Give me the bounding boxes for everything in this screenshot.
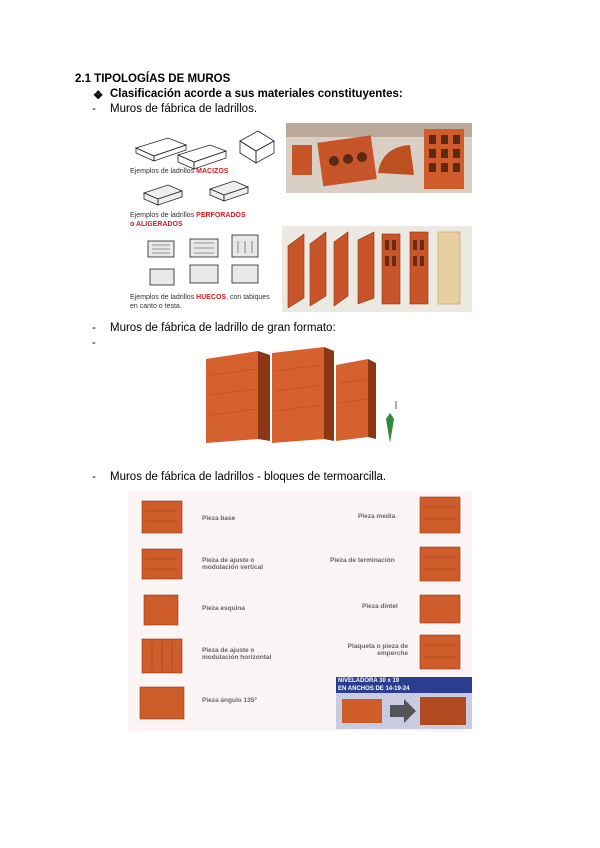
section-heading: 2.1 TIPOLOGÍAS DE MUROS xyxy=(75,73,231,85)
item-ladrillos: Muros de fábrica de ladrillos. xyxy=(110,103,258,115)
dash-marker: - xyxy=(92,103,96,115)
item-gran-formato: Muros de fábrica de ladrillo de gran formato: xyxy=(110,322,336,334)
caption-prefix: Ejemplos de ladrillos xyxy=(130,168,195,175)
label-pieza-dintel: Pieza dintel xyxy=(362,603,398,610)
label-pieza-terminacion: Pieza de terminación xyxy=(330,557,395,564)
dash-marker: - xyxy=(92,322,96,334)
caption-line2: en canto o testa. xyxy=(130,303,182,310)
hollow-brick-drawing xyxy=(282,226,472,312)
large-brick-drawing xyxy=(200,345,400,445)
caption-highlight: HUECOS xyxy=(196,294,227,301)
caption-prefix: Ejemplos de ladrillos xyxy=(130,212,195,219)
label-pieza-media: Pieza media xyxy=(358,513,396,520)
bullet-icon: ❖ xyxy=(93,90,104,102)
label-pieza-angulo: Pieza ángulo 135º xyxy=(202,697,257,704)
brick-types-diagram xyxy=(128,123,284,313)
item-termoarcilla: Muros de fábrica de ladrillos - bloques de termoarcilla. xyxy=(110,471,387,483)
label-pieza-base: Pieza base xyxy=(202,515,236,522)
subheading: Clasificación acorde a sus materiales constituyentes: xyxy=(110,88,403,100)
caption-suffix: , con tabiques xyxy=(226,294,270,301)
caption-macizos xyxy=(130,167,228,176)
brick-photo-drawing xyxy=(286,123,472,193)
banner-line-1: NIVELADORA 30 x 19 xyxy=(338,678,400,684)
label-ajuste-vertical: Pieza de ajuste o modulación vertical xyxy=(202,557,264,571)
caption-perforados xyxy=(130,211,246,229)
termoarcilla-drawing xyxy=(128,491,472,731)
caption-huecos xyxy=(130,293,270,311)
dash-marker: - xyxy=(92,337,96,349)
termoarcilla-blocks-figure xyxy=(128,491,472,731)
caption-highlight: MACIZOS xyxy=(196,168,229,175)
hollow-bricks-photo xyxy=(282,226,472,312)
dash-marker: - xyxy=(92,471,96,483)
label-plaqueta: Plaqueta o pieza de emperche xyxy=(347,643,408,657)
label-ajuste-horizontal: Pieza de ajuste o modulación horizontal xyxy=(202,647,272,661)
caption-highlight: o ALIGERADOS xyxy=(130,221,183,228)
caption-prefix: Ejemplos de ladrillos xyxy=(130,294,195,301)
perforated-bricks-photo xyxy=(286,123,472,193)
large-format-bricks-image xyxy=(200,345,400,445)
banner-line-2: EN ANCHOS DE 14-19-24 xyxy=(338,686,410,692)
label-pieza-esquina: Pieza esquina xyxy=(202,605,245,612)
caption-highlight: PERFORADOS xyxy=(196,212,246,219)
